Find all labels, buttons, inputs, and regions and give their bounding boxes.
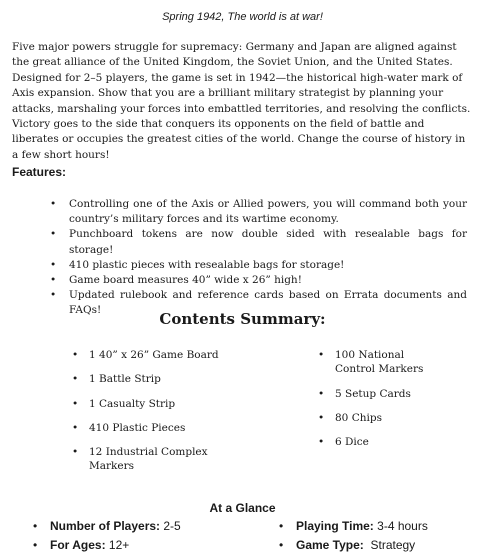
features-heading: Features: [12, 165, 67, 179]
tagline: Spring 1942, The world is at war! [162, 11, 323, 23]
players-item [33, 517, 181, 536]
bullet-icon: • [72, 446, 79, 458]
bullet-icon: • [318, 349, 325, 361]
bullet-icon: • [72, 373, 79, 385]
playing-time-value: 3-4 hours [373, 519, 428, 533]
players-label: Number of Players: [50, 519, 161, 533]
game-type-label: Game Type: [296, 538, 364, 552]
bullet-icon: • [33, 538, 38, 552]
contents-heading: Contents Summary: [159, 310, 326, 328]
bullet-icon: • [50, 198, 57, 210]
contents-right-list [318, 348, 458, 449]
list-item: • 5 Setup Cards [318, 388, 411, 400]
bullet-icon: • [72, 349, 79, 361]
bullet-icon: • [50, 274, 57, 287]
bullet-icon: • [318, 412, 325, 424]
list-item: • 6 Dice [318, 436, 369, 448]
list-item: • Controlling one of the Axis or Allied powers, you will command both your country’s military forces and its wartime economy. [50, 198, 467, 226]
game-type-value: Strategy [363, 538, 416, 552]
list-item: • 410 plastic pieces with resealable bags for storage! [50, 258, 467, 273]
game-type-item [279, 536, 415, 555]
list-item: • Updated rulebook and reference cards based on Errata documents and FAQs! [50, 289, 467, 317]
bullet-icon: • [279, 538, 284, 552]
intro-paragraph: Five major powers struggle for supremacy: Germany and Japan are aligned against the great alliance of the United Kingdom, the Soviet Union, and the United States. Designed for 2–5 players, the game is set in 1942—the historical high-water mark of Axis expansion. Show that you are a brilliant military strategist by planning your attacks, marshaling your forces into embattled territories, and resolving the conflicts. Victory goes to the side that conquers its opponents on the field of battle and liberates or occupies the greatest cities of the world. Change the course of history in a few short hours! [12, 41, 471, 161]
features-list [50, 197, 467, 319]
bullet-icon: • [50, 289, 57, 302]
playing-time-label: Playing Time: [296, 519, 374, 533]
list-item: • 1 40” x 26” Game Board [72, 349, 219, 361]
bullet-icon: • [33, 519, 38, 533]
ages-item [33, 536, 129, 555]
list-item: • 1 Casualty Strip [72, 398, 176, 410]
ages-label: For Ages: [50, 538, 106, 552]
bullet-icon: • [279, 519, 284, 533]
bullet-icon: • [72, 398, 79, 410]
players-value: 2-5 [160, 519, 181, 533]
playing-time-item [279, 517, 428, 536]
list-item: • 100 National Control Markers [318, 349, 424, 375]
glance-heading: At a Glance [209, 501, 276, 515]
list-item: • 80 Chips [318, 412, 382, 424]
list-item: • Punchboard tokens are now double sided with resealable bags for storage! [50, 228, 467, 256]
list-item: • 1 Battle Strip [72, 373, 161, 385]
bullet-icon: • [72, 422, 79, 434]
bullet-icon: • [50, 258, 57, 271]
bullet-icon: • [318, 388, 325, 400]
ages-value: 12+ [105, 538, 130, 552]
contents-left-list [72, 348, 222, 473]
list-item: • Game board measures 40” wide x 26” high! [50, 273, 467, 288]
bullet-icon: • [50, 228, 57, 241]
list-item: • 12 Industrial Complex Markers [72, 446, 208, 472]
bullet-icon: • [318, 436, 325, 448]
list-item: • 410 Plastic Pieces [72, 422, 186, 434]
